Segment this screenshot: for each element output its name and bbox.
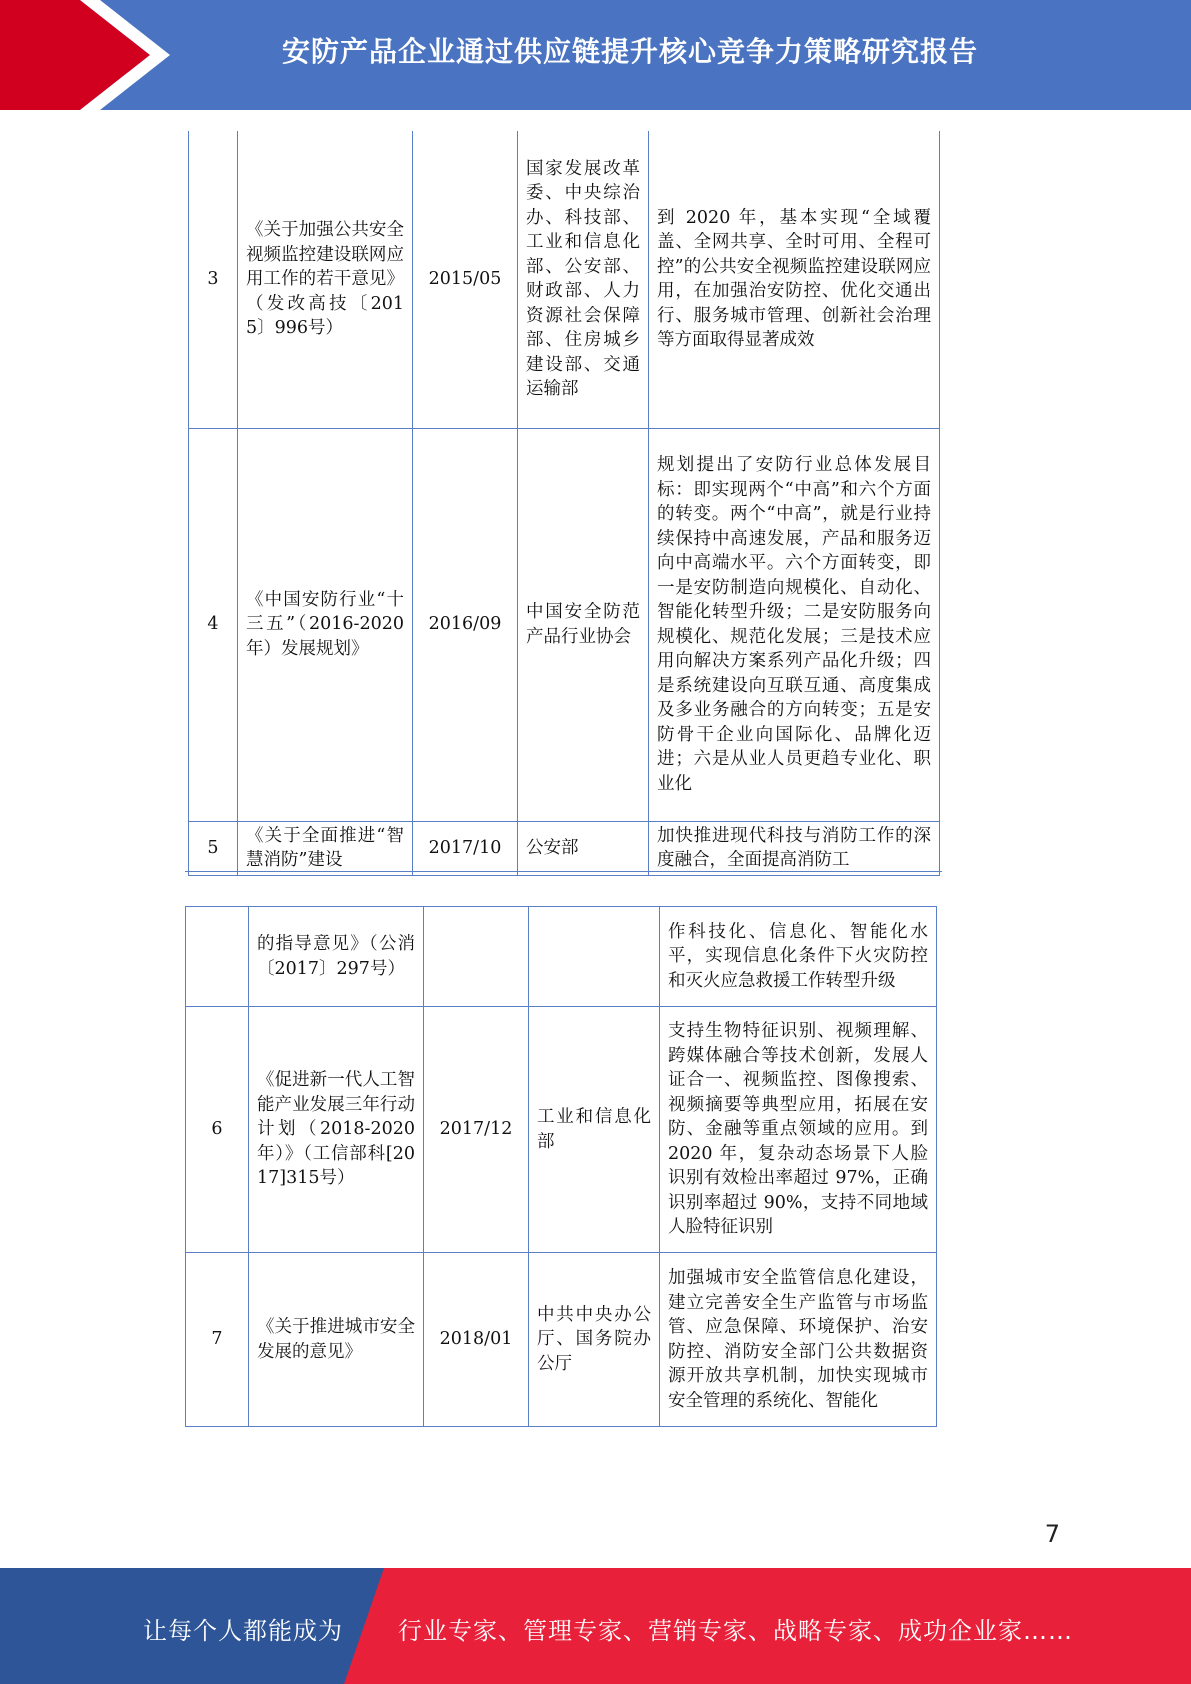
page-footer: [0, 1568, 1191, 1684]
issuing-body: [529, 907, 660, 1007]
policy-content: 支持生物特征识别、视频理解、跨媒体融合等技术创新，发展人证合一、视频监控、图像搜索、视频摘要等典型应用，拓展在安防、金融等重点领域的应用。到 2020 年，复杂动态场景下人脸识别有效检出率超过 97%，正确识别率超过 90%，支持不同地域人脸特征识别: [660, 1007, 937, 1253]
table-row: [189, 131, 940, 428]
policy-content: 加强城市安全监管信息化建设，建立完善安全生产监管与市场监管、应急保障、环境保护、治安防控、消防安全部门公共数据资源开放共享机制，加快实现城市安全管理的系统化、智能化: [660, 1253, 937, 1427]
table-break-line: [185, 871, 942, 872]
issuing-body: 国家发展改革委、中央综治办、科技部、工业和信息化部、公安部、财政部、人力资源社会保障部、住房城乡建设部、交通运输部: [518, 131, 649, 428]
row-number: 4: [189, 428, 238, 821]
row-number: 7: [186, 1253, 249, 1427]
footer-slogan-left: 让每个人都能成为: [143, 1617, 343, 1645]
table-row: [189, 821, 940, 875]
policy-table-part-2: [185, 906, 937, 1427]
policy-content: 到 2020 年，基本实现“全域覆盖、全网共享、全时可用、全程可控”的公共安全视频监控建设联网应用，在加强治安防控、优化交通出行、服务城市管理、创新社会治理等方面取得显著成效: [649, 131, 940, 428]
issue-date: 2015/05: [413, 131, 518, 428]
table-row: [189, 428, 940, 821]
issuing-body: 工业和信息化部: [529, 1007, 660, 1253]
policy-content: 作科技化、信息化、智能化水平，实现信息化条件下火灾防控和灭火应急救援工作转型升级: [660, 907, 937, 1007]
policy-name: 《关于全面推进“智慧消防”建设: [238, 821, 413, 875]
policy-table-part-1: [188, 131, 940, 876]
row-number: 3: [189, 131, 238, 428]
footer-slogan-right: 行业专家、管理专家、营销专家、战略专家、成功企业家……: [398, 1617, 1073, 1645]
issuing-body: 公安部: [518, 821, 649, 875]
issue-date: [424, 907, 529, 1007]
issue-date: 2017/10: [413, 821, 518, 875]
report-title: 安防产品企业通过供应链提升核心竞争力策略研究报告: [281, 35, 978, 68]
policy-name: 《中国安防行业“十三五”（2016-2020 年）发展规划》: [238, 428, 413, 821]
issuing-body: 中国安全防范产品行业协会: [518, 428, 649, 821]
table-row: [186, 1253, 937, 1427]
issue-date: 2017/12: [424, 1007, 529, 1253]
page-header: [0, 0, 1191, 110]
row-number: 6: [186, 1007, 249, 1253]
table-row: [186, 1007, 937, 1253]
policy-content: 加快推进现代科技与消防工作的深度融合，全面提高消防工: [649, 821, 940, 875]
policy-name: 《关于推进城市安全发展的意见》: [249, 1253, 424, 1427]
issuing-body: 中共中央办公厅、国务院办公厅: [529, 1253, 660, 1427]
issue-date: 2016/09: [413, 428, 518, 821]
policy-content: 规划提出了安防行业总体发展目标：即实现两个“中高”和六个方面的转变。两个“中高”，就是行业持续保持中高速发展，产品和服务迈向中高端水平。六个方面转变，即一是安防制造向规模化、自动化、智能化转型升级；二是安防服务向规模化、规范化发展；三是技术应用向解决方案系列产品化升级；四是系统建设向互联互通、高度集成及多业务融合的方向转变；五是安防骨干企业向国际化、品牌化迈进；六是从业人员更趋专业化、职业化: [649, 428, 940, 821]
header-red-chevron: [0, 0, 150, 110]
policy-name: 《促进新一代人工智能产业发展三年行动计划（2018-2020年）》（工信部科[2017]315号）: [249, 1007, 424, 1253]
policy-name: 《关于加强公共安全视频监控建设联网应用工作的若干意见》（发改高技〔2015〕996号）: [238, 131, 413, 428]
row-number: [186, 907, 249, 1007]
policy-name: 的指导意见》（公消〔2017〕297号）: [249, 907, 424, 1007]
issue-date: 2018/01: [424, 1253, 529, 1427]
table-row: [186, 907, 937, 1007]
row-number: 5: [189, 821, 238, 875]
page-number: 7: [1044, 1520, 1060, 1548]
